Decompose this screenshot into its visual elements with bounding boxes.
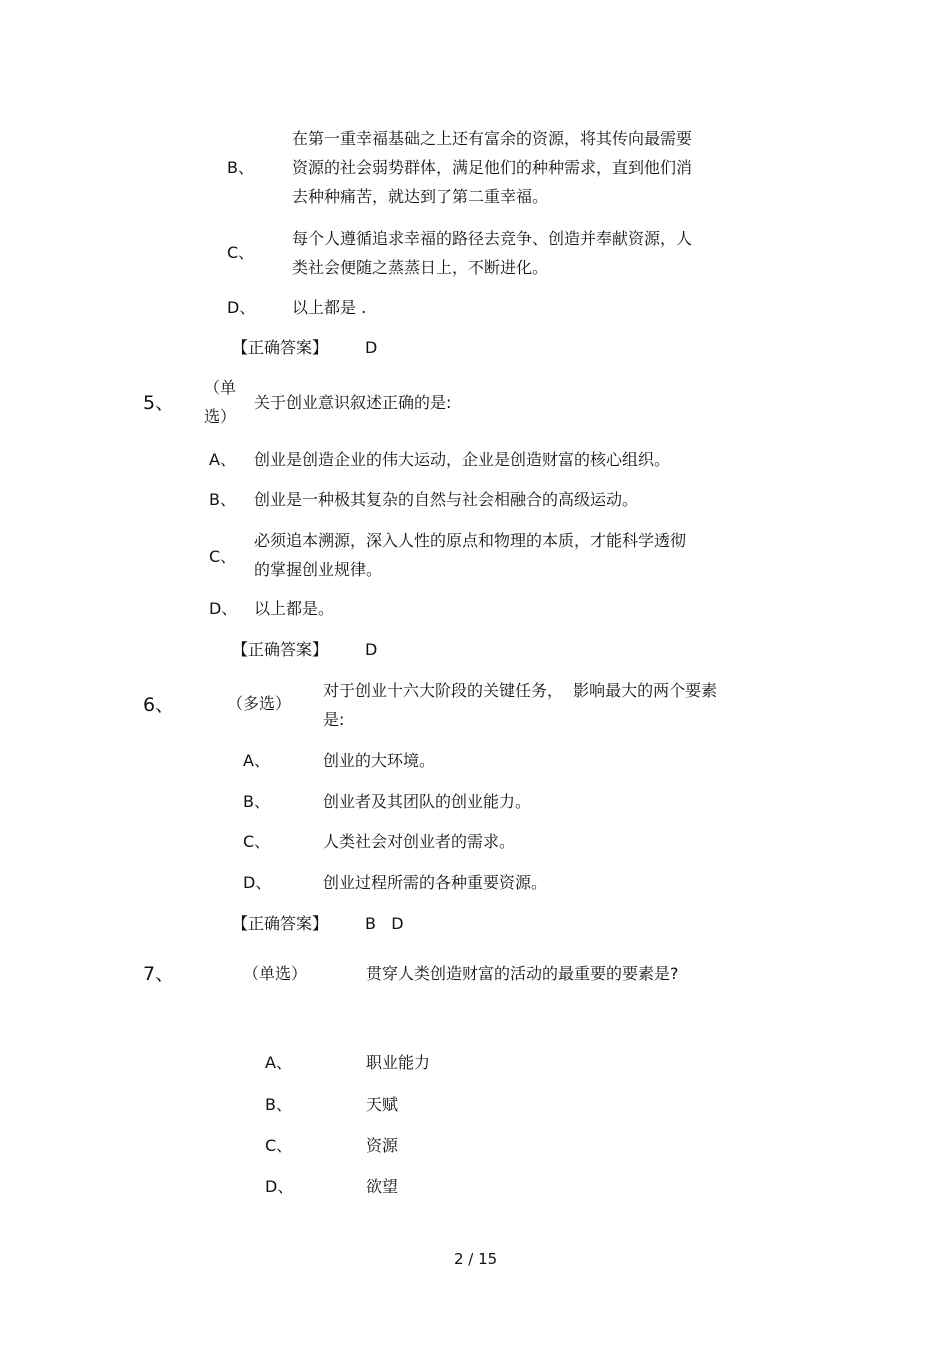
option-text: 创业的大环境。 <box>323 751 436 770</box>
option-text: 以上都是 . <box>292 298 367 317</box>
option-text: 每个人遵循追求幸福的路径去竞争、创造并奉献资源，人 类社会便随之蒸蒸日上，不断进化。 <box>292 229 693 277</box>
option-letter: A、 <box>243 751 270 770</box>
option-text: 创业是一种极其复杂的自然与社会相融合的高级运动。 <box>254 490 639 509</box>
option-text: 必须追本溯源，深入人性的原点和物理的本质，才能科学透彻 的掌握创业规律。 <box>254 531 687 579</box>
option-letter: B、 <box>227 158 254 177</box>
option-text: 职业能力 <box>366 1053 431 1072</box>
question-type-cont: 选） <box>204 407 237 426</box>
option-letter: B、 <box>209 490 236 509</box>
option-letter: D、 <box>243 873 272 892</box>
question-text: 对于创业十六大阶段的关键任务， 影响最大的两个要素 是: <box>323 681 718 729</box>
answer-label: 【正确答案】 <box>232 338 329 357</box>
option-text: 欲望 <box>366 1177 399 1196</box>
question-number: 7、 <box>143 963 175 985</box>
question-type: （单 <box>204 378 237 397</box>
option-letter: D、 <box>227 298 256 317</box>
answer-label: 【正确答案】 <box>232 914 329 933</box>
question-number: 6、 <box>143 694 175 716</box>
option-letter: D、 <box>209 599 238 618</box>
option-letter: D、 <box>265 1177 294 1196</box>
question-number: 5、 <box>143 392 175 414</box>
option-letter: B、 <box>243 792 270 811</box>
option-text: 在第一重幸福基础之上还有富余的资源，将其传向最需要 资源的社会弱势群体，满足他们的种种需求，直到他们消 去种种痛苦，就达到了第二重幸福。 <box>292 129 693 206</box>
option-letter: C、 <box>227 243 255 262</box>
answer-label: 【正确答案】 <box>232 640 329 659</box>
question-text: 关于创业意识叙述正确的是: <box>254 393 452 412</box>
page-number: 2 / 15 <box>454 1250 498 1268</box>
answer-value: D <box>365 640 378 659</box>
question-type: （多选） <box>227 694 292 713</box>
option-text: 天赋 <box>366 1095 399 1114</box>
answer-value: B D <box>365 914 404 933</box>
question-type: （单选） <box>243 964 308 983</box>
option-letter: C、 <box>265 1136 293 1155</box>
option-letter: A、 <box>265 1053 292 1072</box>
option-letter: B、 <box>265 1095 292 1114</box>
option-text: 资源 <box>366 1136 399 1155</box>
option-letter: A、 <box>209 450 236 469</box>
answer-value: D <box>365 338 378 357</box>
option-text: 以上都是。 <box>254 599 335 618</box>
option-text: 人类社会对创业者的需求。 <box>323 832 516 851</box>
option-letter: C、 <box>209 547 237 566</box>
option-letter: C、 <box>243 832 271 851</box>
option-text: 创业过程所需的各种重要资源。 <box>323 873 548 892</box>
option-text: 创业者及其团队的创业能力。 <box>323 792 532 811</box>
option-text: 创业是创造企业的伟大运动，企业是创造财富的核心组织。 <box>254 450 671 469</box>
question-text: 贯穿人类创造财富的活动的最重要的要素是? <box>366 964 679 983</box>
